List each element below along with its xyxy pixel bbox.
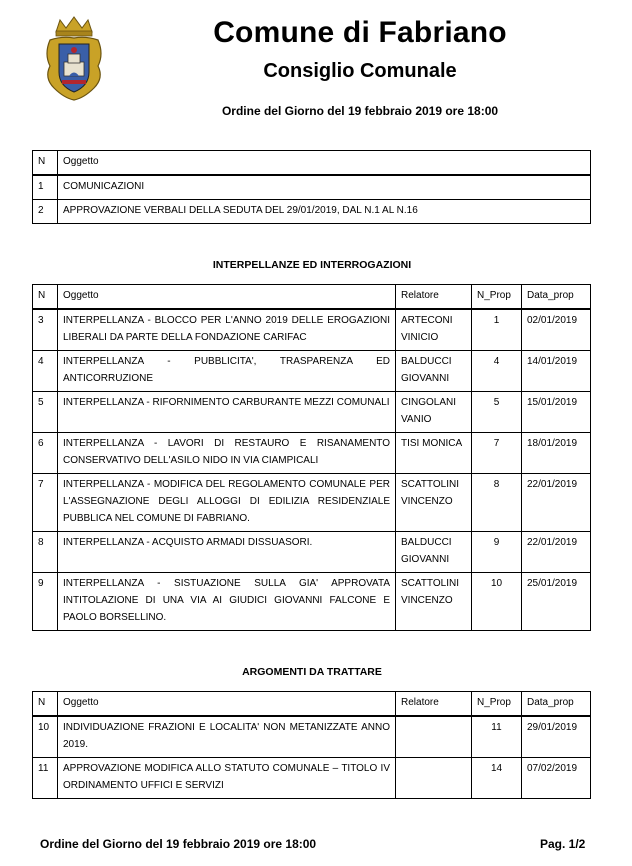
column-header-relatore: Relatore (396, 285, 472, 310)
cell-relatore: BALDUCCI GIOVANNI (396, 351, 472, 392)
cell-data-prop: 22/01/2019 (522, 532, 591, 573)
table-header-row (33, 692, 591, 717)
cell-n: 5 (33, 392, 58, 433)
column-header-oggetto: Oggetto (58, 692, 396, 717)
table-row (33, 573, 591, 631)
page-number: Pag. 1/2 (540, 837, 586, 851)
cell-n-prop: 11 (472, 716, 522, 758)
cell-relatore: ARTECONI VINICIO (396, 309, 472, 351)
table-row (33, 433, 591, 474)
table-argomenti (32, 691, 591, 799)
cell-n-prop: 10 (472, 573, 522, 631)
cell-data-prop: 02/01/2019 (522, 309, 591, 351)
page-title: Comune di Fabriano (213, 16, 507, 49)
table-row (33, 758, 591, 799)
cell-oggetto: INTERPELLANZA - SISTUAZIONE SULLA GIA' APPROVATA INTITOLAZIONE DI UNA VIA AI GIUDICI GIOVANNI FALCONE E PAOLO BORSELLINO. (58, 573, 396, 631)
table-row (33, 392, 591, 433)
cell-n: 11 (33, 758, 58, 799)
cell-oggetto: INTERPELLANZA - RIFORNIMENTO CARBURANTE MEZZI COMUNALI (58, 392, 396, 433)
table-general-items (32, 150, 591, 224)
cell-relatore (396, 716, 472, 758)
column-header-n-prop: N_Prop (472, 692, 522, 717)
cell-oggetto: INTERPELLANZA - PUBBLICITA', TRASPARENZA ED ANTICORRUZIONE (58, 351, 396, 392)
cell-data-prop: 07/02/2019 (522, 758, 591, 799)
cell-n: 8 (33, 532, 58, 573)
cell-n-prop: 1 (472, 309, 522, 351)
footer-agenda-line: Ordine del Giorno del 19 febbraio 2019 ore 18:00 (40, 837, 317, 851)
column-header-n: N (33, 692, 58, 717)
cell-n: 4 (33, 351, 58, 392)
cell-relatore: CINGOLANI VANIO (396, 392, 472, 433)
cell-n: 1 (33, 175, 58, 200)
cell-data-prop: 25/01/2019 (522, 573, 591, 631)
cell-n: 9 (33, 573, 58, 631)
cell-n-prop: 5 (472, 392, 522, 433)
cell-oggetto: INTERPELLANZA - ACQUISTO ARMADI DISSUASORI. (58, 532, 396, 573)
cell-n-prop: 7 (472, 433, 522, 474)
column-header-data-prop: Data_prop (522, 692, 591, 717)
section-title-argomenti: ARGOMENTI DA TRATTARE (242, 666, 382, 678)
cell-oggetto: INTERPELLANZA - MODIFICA DEL REGOLAMENTO COMUNALE PER L'ASSEGNAZIONE DEGLI ALLOGGI DI EDILIZIA RESIDENZIALE PUBBLICA NEL COMUNE DI FABRIANO. (58, 474, 396, 532)
cell-oggetto: INTERPELLANZA - BLOCCO PER L'ANNO 2019 DELLE EROGAZIONI LIBERALI DA PARTE DELLA FONDAZIONE CARIFAC (58, 309, 396, 351)
column-header-n-prop: N_Prop (472, 285, 522, 310)
column-header-n: N (33, 151, 58, 176)
cell-relatore (396, 758, 472, 799)
cell-relatore: SCATTOLINI VINCENZO (396, 573, 472, 631)
cell-oggetto: APPROVAZIONE MODIFICA ALLO STATUTO COMUNALE – TITOLO IV ORDINAMENTO UFFICI E SERVIZI (58, 758, 396, 799)
cell-oggetto: INTERPELLANZA - LAVORI DI RESTAURO E RISANAMENTO CONSERVATIVO DELL'ASILO NIDO IN VIA CIAMPICALI (58, 433, 396, 474)
cell-n: 7 (33, 474, 58, 532)
table-interpellanze (32, 284, 591, 631)
cell-n-prop: 9 (472, 532, 522, 573)
table-row (33, 309, 591, 351)
table-header-row (33, 285, 591, 310)
column-header-data-prop: Data_prop (522, 285, 591, 310)
cell-oggetto: COMUNICAZIONI (58, 175, 591, 200)
table-row (33, 175, 591, 200)
column-header-oggetto: Oggetto (58, 151, 591, 176)
cell-n-prop: 14 (472, 758, 522, 799)
cell-oggetto: INDIVIDUAZIONE FRAZIONI E LOCALITA' NON METANIZZATE ANNO 2019. (58, 716, 396, 758)
table-row (33, 474, 591, 532)
table-row (33, 716, 591, 758)
cell-oggetto: APPROVAZIONE VERBALI DELLA SEDUTA DEL 29/01/2019, DAL N.1 AL N.16 (58, 200, 591, 224)
column-header-n: N (33, 285, 58, 310)
cell-n-prop: 4 (472, 351, 522, 392)
cell-data-prop: 14/01/2019 (522, 351, 591, 392)
column-header-oggetto: Oggetto (58, 285, 396, 310)
agenda-date-line: Ordine del Giorno del 19 febbraio 2019 ore 18:00 (221, 104, 499, 118)
page-subtitle: Consiglio Comunale (263, 60, 457, 82)
cell-n: 6 (33, 433, 58, 474)
column-header-relatore: Relatore (396, 692, 472, 717)
cell-relatore: TISI MONICA (396, 433, 472, 474)
cell-n-prop: 8 (472, 474, 522, 532)
section-title-interpellanze: INTERPELLANZE ED INTERROGAZIONI (212, 259, 412, 271)
municipal-coat-of-arms (42, 14, 106, 102)
cell-n: 2 (33, 200, 58, 224)
cell-data-prop: 22/01/2019 (522, 474, 591, 532)
cell-relatore: SCATTOLINI VINCENZO (396, 474, 472, 532)
cell-n: 3 (33, 309, 58, 351)
table-row (33, 200, 591, 224)
cell-n: 10 (33, 716, 58, 758)
cell-relatore: BALDUCCI GIOVANNI (396, 532, 472, 573)
table-header-row (33, 151, 591, 176)
table-row (33, 532, 591, 573)
cell-data-prop: 15/01/2019 (522, 392, 591, 433)
table-row (33, 351, 591, 392)
cell-data-prop: 29/01/2019 (522, 716, 591, 758)
cell-data-prop: 18/01/2019 (522, 433, 591, 474)
